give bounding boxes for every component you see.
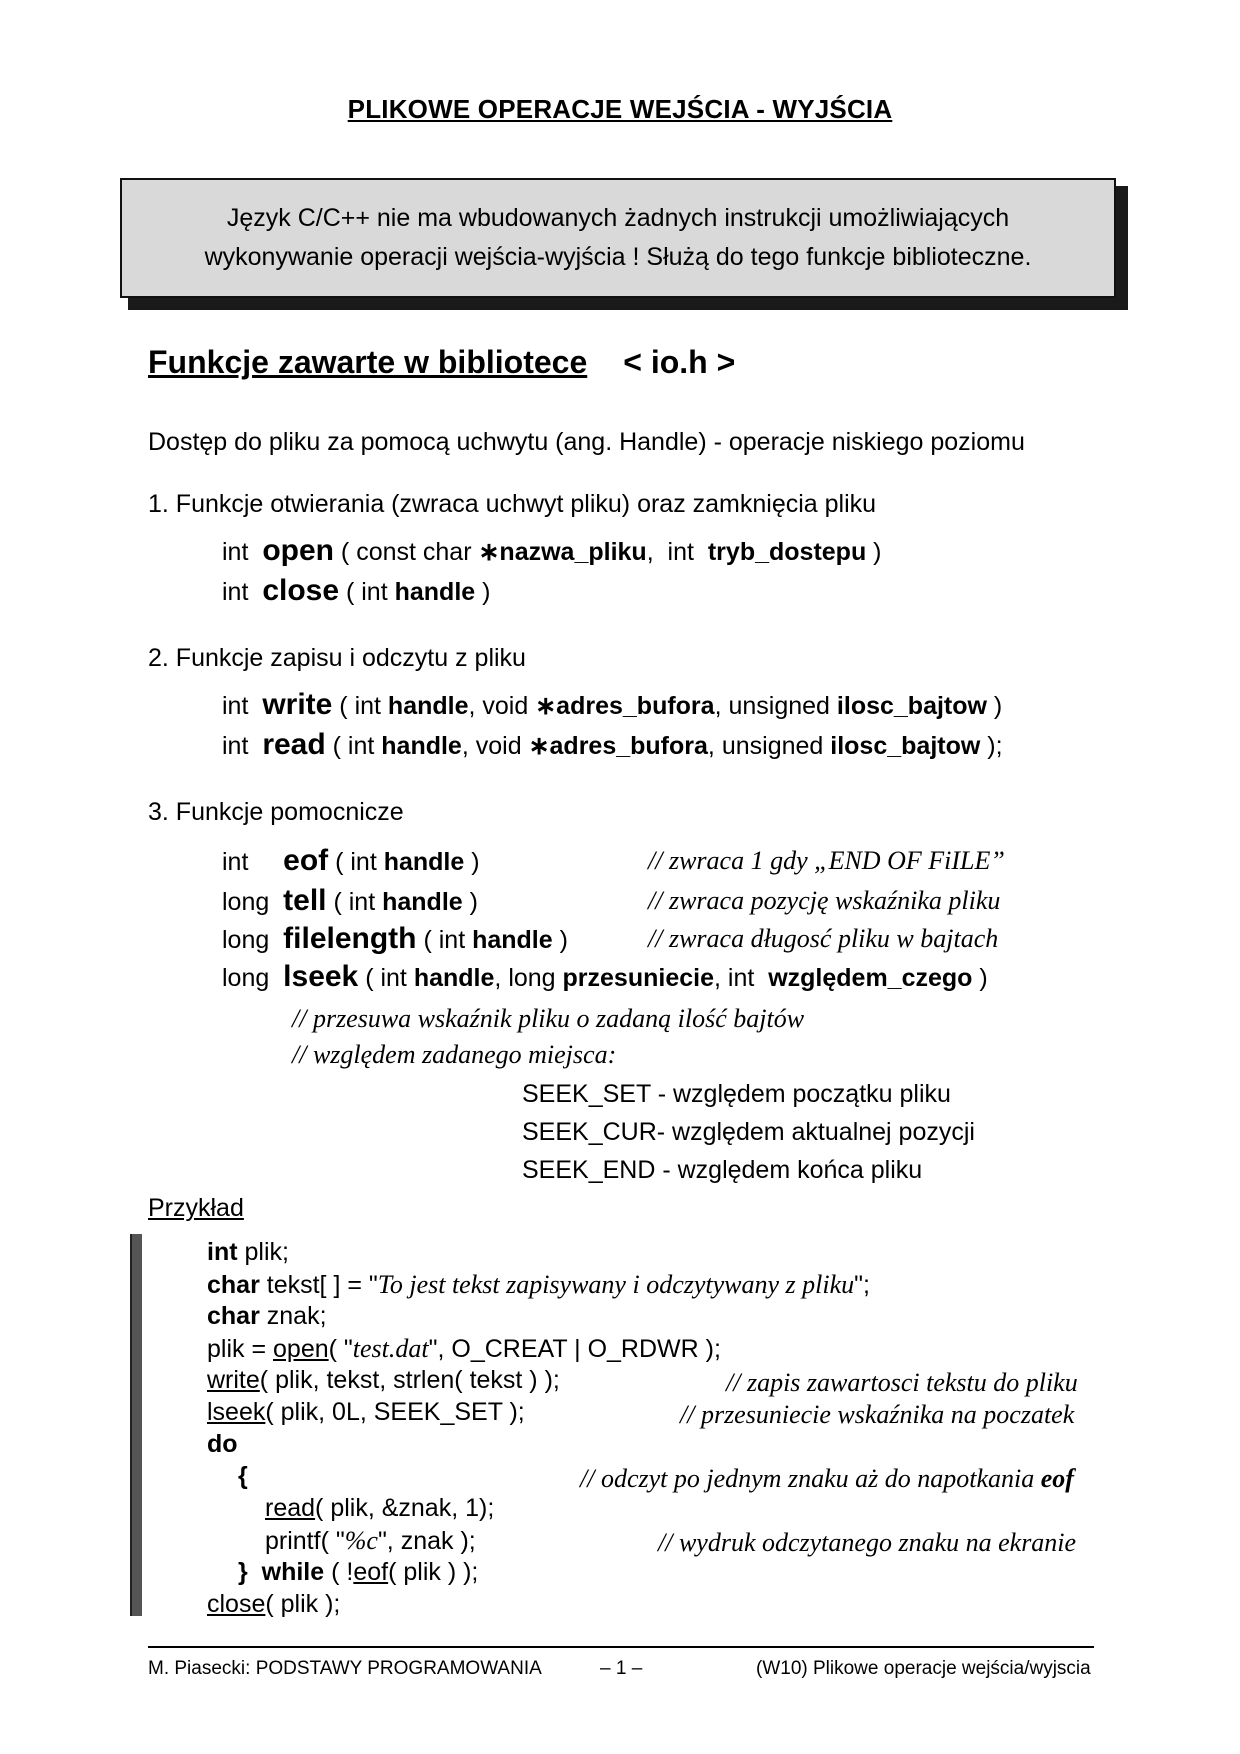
section-heading [148, 344, 735, 381]
notice-box [120, 178, 1116, 298]
item-3-heading: 3. Funkcje pomocnicze [148, 798, 404, 826]
section-heading-text: Funkcje zawarte w bibliotece [148, 344, 588, 380]
code-line-9: read( plik, &znak, 1); [265, 1494, 495, 1522]
intro-text: Dostęp do pliku za pomocą uchwytu (ang. Handle) - operacje niskiego poziomu [148, 428, 1025, 456]
fn-close: close [262, 574, 340, 607]
page-title: PLIKOWE OPERACJE WEJŚCIA - WYJŚCIA [347, 94, 893, 124]
code-line-2: char tekst[ ] = "To jest tekst zapisywany i odczytywany z pliku"; [207, 1270, 870, 1299]
fn-tell: tell [283, 884, 327, 917]
footer-page-number: – 1 – [600, 1658, 643, 1679]
fn-open: open [262, 534, 334, 567]
fn-eof: eof [283, 844, 329, 877]
comment-tell: // zwraca pozycję wskaźnika pliku [648, 886, 1001, 915]
code-line-1: int plik; [207, 1238, 289, 1266]
code-block-bar [130, 1234, 142, 1616]
comment-lseek-1: // przesuwa wskaźnik pliku o zadaną ilość bajtów [292, 1004, 805, 1033]
signature-read: int read ( int handle, void ∗adres_bufora, unsigned ilosc_bajtow ); [222, 728, 1003, 761]
code-line-5: write( plik, tekst, strlen( tekst ) ); [207, 1366, 560, 1394]
example-label: Przykład [148, 1194, 244, 1222]
code-line-8: { [238, 1462, 248, 1490]
code-line-11: } while ( !eof( plik ) ); [238, 1558, 479, 1586]
notice-line-2: wykonywanie operacji wejścia-wyjścia ! Służą do tego funkcje biblioteczne. [204, 243, 1032, 271]
footer-author: M. Piasecki: PODSTAWY PROGRAMOWANIA [148, 1658, 542, 1679]
item-2-heading: 2. Funkcje zapisu i odczytu z pliku [148, 644, 526, 672]
notice-line-1: Język C/C++ nie ma wbudowanych żadnych instrukcji umożliwiających [226, 204, 1010, 232]
code-line-12: close( plik ); [207, 1590, 341, 1618]
comment-eof: // zwraca 1 gdy „END OF FiILE” [648, 846, 1005, 875]
item-1-heading: 1. Funkcje otwierania (zwraca uchwyt pliku) oraz zamknięcia pliku [148, 490, 877, 518]
fn-lseek: lseek [283, 960, 359, 993]
signature-filelength: long filelength ( int handle ) [222, 922, 568, 955]
signature-tell: long tell ( int handle ) [222, 884, 478, 917]
seek-set: SEEK_SET - względem początku pliku [522, 1080, 951, 1108]
fn-read: read [262, 728, 326, 761]
library-name: < io.h > [623, 344, 736, 380]
code-comment-6: // przesuniecie wskaźnika na poczatek [680, 1400, 1075, 1429]
code-comment-10: // wydruk odczytanego znaku na ekranie [658, 1528, 1077, 1557]
code-comment-5: // zapis zawartosci tekstu do pliku [726, 1368, 1078, 1397]
signature-open: int open ( const char ∗nazwa_pliku, int tryb_dostepu ) [222, 534, 882, 567]
seek-end: SEEK_END - względem końca pliku [522, 1156, 923, 1184]
signature-lseek: long lseek ( int handle, long przesuniecie, int względem_czego ) [222, 960, 988, 993]
comment-lseek-2: // względem zadanego miejsca: [292, 1040, 617, 1069]
signature-eof: int eof ( int handle ) [222, 844, 480, 877]
signature-write: int write ( int handle, void ∗adres_bufora, unsigned ilosc_bajtow ) [222, 688, 1003, 721]
code-line-4: plik = open( "test.dat", O_CREAT | O_RDWR ); [207, 1334, 721, 1363]
footer-divider [148, 1646, 1094, 1648]
seek-cur: SEEK_CUR- względem aktualnej pozycji [522, 1118, 975, 1146]
fn-filelength: filelength [283, 922, 417, 955]
code-line-3: char znak; [207, 1302, 327, 1330]
code-line-7: do [207, 1430, 238, 1458]
code-line-10: printf( "%c", znak ); [265, 1526, 476, 1555]
fn-write: write [262, 688, 333, 721]
footer-lecture-title: (W10) Plikowe operacje wejścia/wyjscia [756, 1658, 1091, 1679]
comment-filelength: // zwraca długosć pliku w bajtach [648, 924, 999, 953]
code-line-6: lseek( plik, 0L, SEEK_SET ); [207, 1398, 525, 1426]
signature-close: int close ( int handle ) [222, 574, 491, 607]
code-comment-8: // odczyt po jednym znaku aż do napotkania eof [580, 1464, 1074, 1493]
